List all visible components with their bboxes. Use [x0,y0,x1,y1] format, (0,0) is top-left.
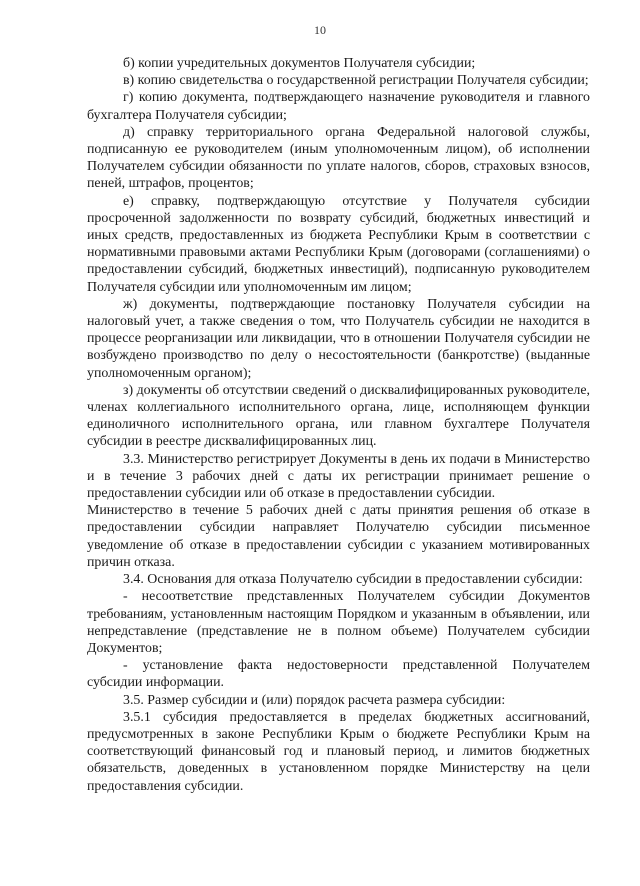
page-number: 10 [314,23,326,37]
paragraph: 3.5. Размер субсидии и (или) порядок расчета размера субсидии: [123,692,506,708]
paragraph: 3.4. Основания для отказа Получателю субсидии в предоставлении субсидии: [123,572,583,588]
paragraph: 3.3. Министерство регистрирует Документы в день их подачи в Министерство и в течение 3 рабочих дней с даты их регистрации принимает решение о предоставлении субсидии или об отказе в предоставлении субсидии. [87,451,590,502]
paragraph: - установление факта недостоверности представленной Получателем субсидии информации. [87,658,590,691]
paragraph: е) справку, подтверждающую отсутствие у Получателя субсидии просроченной задолженности по возврату субсидий, бюджетных инвестиций и иных средств, предоставленных из бюджета Республики Крым в соответствии с нормативными правовыми актами Республики Крым (договорами (соглашениями) о предоставлении субсидий, бюджетных инвестиций), подписанную руководителем Получателя субсидии или уполномоченным им лицом; [87,193,590,295]
paragraph: - несоответствие представленных Получателем субсидии Документов требованиям, установленным настоящим Порядком и указанным в объявлении, или непредставление (представление не в полном объеме) Получателем субсидии Документов; [87,589,590,656]
paragraph: 3.5.1 субсидия предоставляется в пределах бюджетных ассигнований, предусмотренных в законе Республики Крым о бюджете Республики Крым на соответствующий финансовый год и плановый период, и лимитов бюджетных обязательств, доведенных в установленном порядке Министерству на цели предоставления субсидии. [87,709,590,794]
paragraph: в) копию свидетельства о государственной регистрации Получателя субсидии; [123,73,589,89]
paragraph: Министерство в течение 5 рабочих дней с даты принятия решения об отказе в предоставлении субсидии направляет Получателю субсидии письменное уведомление об отказе в предоставлении субсидии с указанием мотивированных причин отказа. [87,503,590,570]
paragraph: г) копию документа, подтверждающего назначение руководителя и главного бухгалтера Получателя субсидии; [87,90,590,123]
paragraph: д) справку территориального органа Федеральной налоговой службы, подписанную ее руководителем (иным уполномоченным лицом), об исполнении Получателем субсидии обязанности по уплате налогов, сборов, страховых взносов, пеней, штрафов, процентов; [87,124,590,192]
paragraph: ж) документы, подтверждающие постановку Получателя субсидии на налоговый учет, а также сведения о том, что Получатель субсидии не находится в процессе реорганизации или ликвидации, что в отношении Получателя субсидии не возбуждено производство по делу о несостоятельности (банкротстве) (выданные уполномоченным органом); [87,296,590,381]
paragraph: з) документы об отсутствии сведений о дисквалифицированных руководителе, членах коллегиального исполнительного органа, лице, исполняющем функции единоличного исполнительного органа, или главном бухгалтере Получателя субсидии в реестре дисквалифицированных лиц. [87,382,590,450]
paragraph: б) копии учредительных документов Получателя субсидии; [123,56,476,71]
document-body [87,55,590,795]
